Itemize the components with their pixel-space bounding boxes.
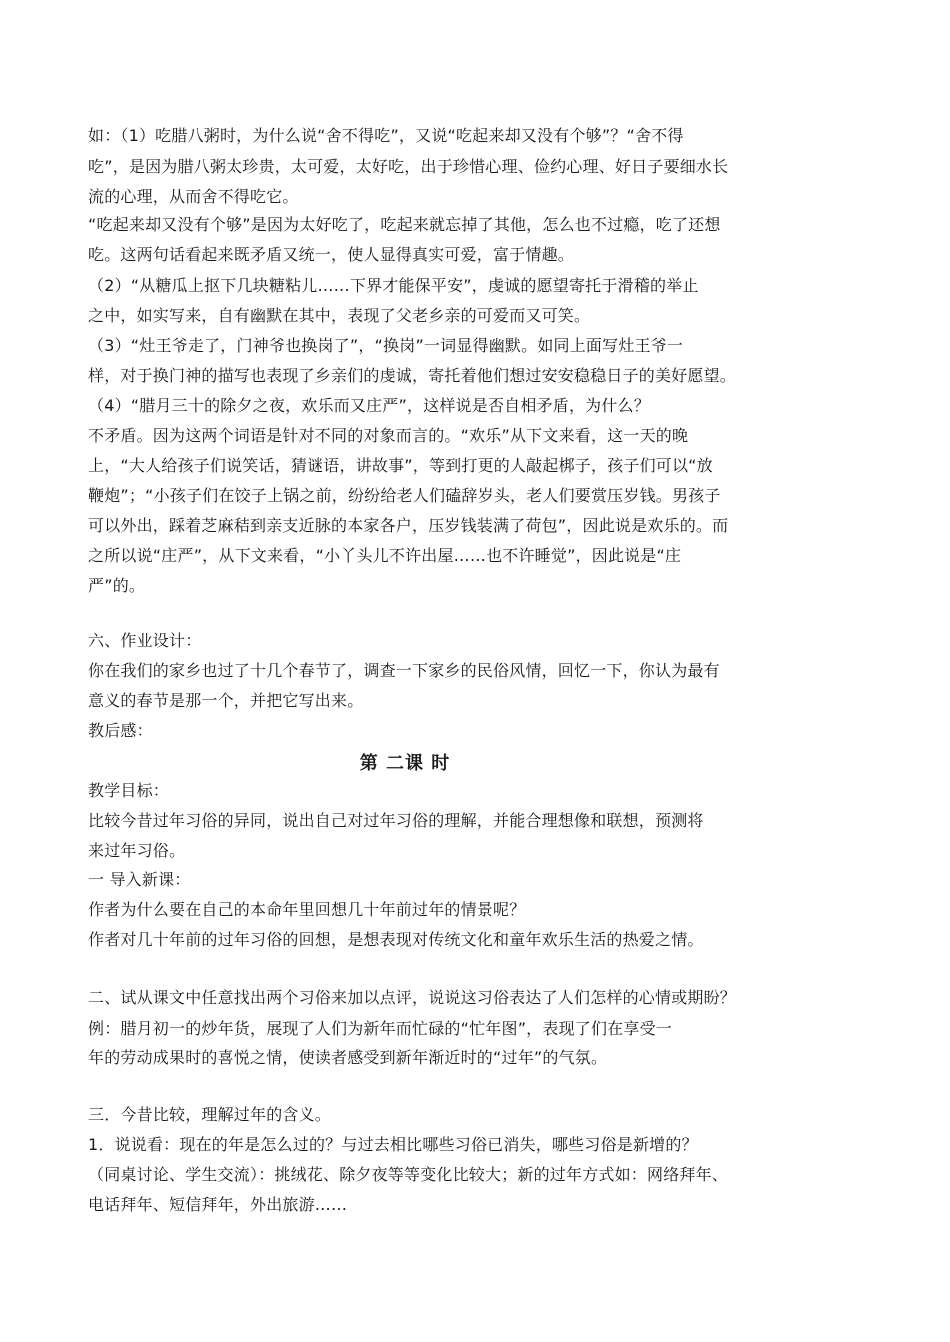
text-line: 如：（1）吃腊八粥时，为什么说“舍不得吃”，又说“吃起来却又没有个够”？“舍不得 <box>88 126 684 145</box>
text-line: 作者为什么要在自己的本命年里回想几十年前过年的情景呢？ <box>88 900 526 919</box>
lesson-title: 第 二课 时 <box>359 753 451 774</box>
text-line: 样，对于换门神的描写也表现了乡亲们的虔诚，寄托着他们想过安安稳稳日子的美好愿望。 <box>88 366 737 385</box>
text-line: （4）“腊月三十的除夕之夜，欢乐而又庄严”，这样说是否自相矛盾，为什么？ <box>88 396 650 415</box>
text-line: 你在我们的家乡也过了十几个春节了，调查一下家乡的民俗风情，回忆一下，你认为最有 <box>88 661 720 680</box>
text-line: 吃。这两句话看起来既矛盾又统一，使人显得真实可爱，富于情趣。 <box>88 245 575 264</box>
heading-intro: 一 导入新课： <box>88 870 191 889</box>
text-line: 作者对几十年前的过年习俗的回想，是想表现对传统文化和童年欢乐生活的热爱之情。 <box>88 930 704 949</box>
text-line: 不矛盾。因为这两个词语是针对不同的对象而言的。“欢乐”从下文来看，这一天的晚 <box>88 426 689 445</box>
text-line: 电话拜年、短信拜年，外出旅游…… <box>88 1195 348 1214</box>
text-line: 意义的春节是那一个，并把它写出来。 <box>88 691 364 710</box>
text-line: （3）“灶王爷走了，门神爷也换岗了”，“换岗”一词显得幽默。如同上面写灶王爷一 <box>88 336 684 355</box>
text-line: 上，“大人给孩子们说笑话，猜谜语，讲故事”，等到打更的人敲起梆子，孩子们可以“放 <box>88 456 713 475</box>
text-line: “吃起来却又没有个够”是因为太好吃了，吃起来就忘掉了其他，怎么也不过瘾，吃了还想 <box>88 215 721 234</box>
text-line: 之中，如实写来，自有幽默在其中，表现了父老乡亲的可爱而又可笑。 <box>88 306 591 325</box>
text-line: 二、试从课文中任意找出两个习俗来加以点评，说说这习俗表达了人们怎样的心情或期盼？ <box>88 988 737 1007</box>
text-line: （同桌讨论、学生交流）：挑绒花、除夕夜等等变化比较大；新的过年方式如：网络拜年、 <box>88 1165 729 1184</box>
text-line: 流的心理，从而舍不得吃它。 <box>88 187 299 206</box>
text-line: 1．说说看：现在的年是怎么过的？与过去相比哪些习俗已消失，哪些习俗是新增的？ <box>88 1135 698 1154</box>
text-line: 教后感： <box>88 721 153 740</box>
text-line: 例：腊月初一的炒年货，展现了人们为新年而忙碌的“忙年图”，表现了们在享受一 <box>88 1019 672 1038</box>
text-line: 年的劳动成果时的喜悦之情，使读者感受到新年渐近时的“过年”的气氛。 <box>88 1048 608 1067</box>
text-line: 可以外出，踩着芝麻秸到亲支近脉的本家各户，压岁钱装满了荷包”，因此说是欢乐的。而 <box>88 516 729 535</box>
text-line: 鞭炮”；“小孩子们在饺子上锅之前，纷纷给老人们磕辞岁头，老人们要赏压岁钱。男孩子 <box>88 486 721 505</box>
text-line: 来过年习俗。 <box>88 841 186 860</box>
text-line: 严”的。 <box>88 576 146 595</box>
text-line: 之所以说“庄严”，从下文来看，“小丫头儿不许出屋……也不许睡觉”，因此说是“庄 <box>88 546 682 565</box>
text-line: （2）“从糖瓜上抠下几块糖粘儿……下界才能保平安”，虔诚的愿望寄托于滑稽的举止 <box>88 276 699 295</box>
text-line: 比较今昔过年习俗的异同，说出自己对过年习俗的理解，并能合理想像和联想，预测将 <box>88 811 704 830</box>
heading-objectives: 教学目标： <box>88 781 170 800</box>
heading-homework: 六、作业设计： <box>88 631 202 650</box>
text-line: 吃”，是因为腊八粥太珍贵，太可爱，太好吃，出于珍惜心理、俭约心理、好日子要细水长 <box>88 157 729 176</box>
heading-comparison: 三．今昔比较，理解过年的含义。 <box>88 1105 332 1124</box>
